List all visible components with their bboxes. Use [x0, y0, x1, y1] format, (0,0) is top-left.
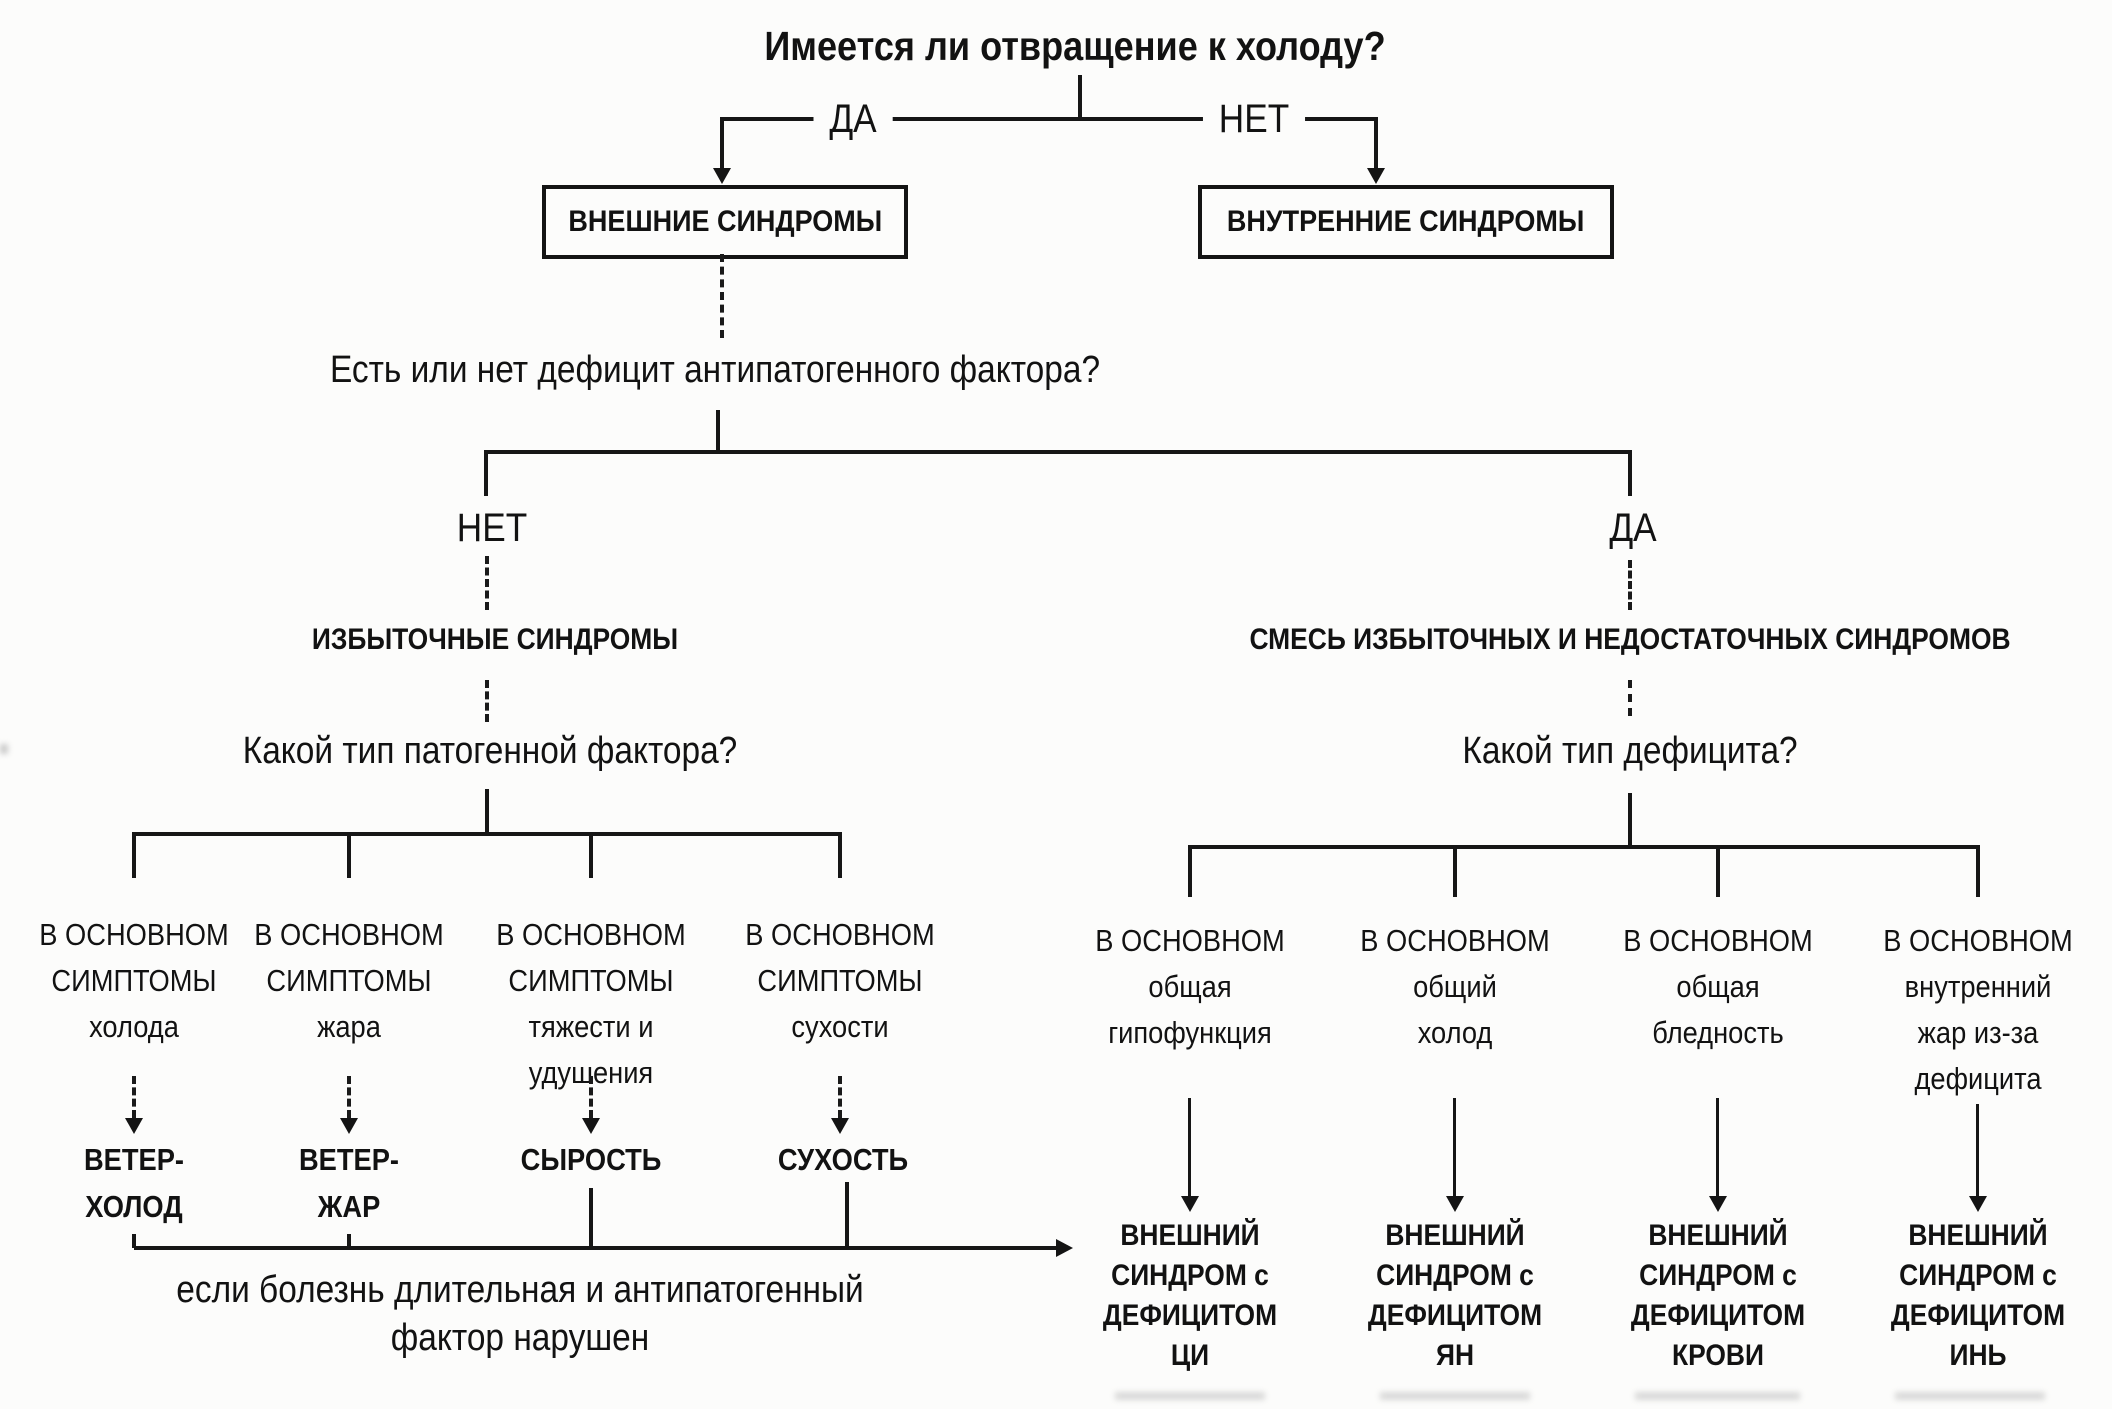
left-col1-label: В ОСНОВНОМ СИМПТОМЫ холода	[39, 917, 229, 1044]
connector-left-col2-drop	[347, 832, 351, 878]
result-blood-deficiency: ВНЕШНИЙ СИНДРОМ с ДЕФИЦИТОМ КРОВИ	[1630, 1219, 1806, 1372]
right-col2-arrowhead-icon	[1446, 1196, 1464, 1212]
left-col1-arrow-shaft	[132, 1076, 136, 1118]
node-internal-syndromes	[1198, 185, 1614, 259]
scan-artifact	[0, 744, 8, 754]
right-col2-arrow-shaft	[1453, 1098, 1456, 1198]
right-col1-arrowhead-icon	[1181, 1196, 1199, 1212]
left-col3-label: В ОСНОВНОМ СИМПТОМЫ тяжести и удушения	[496, 917, 686, 1090]
scan-artifact	[1380, 1392, 1530, 1400]
collector-arrowhead-icon	[1056, 1239, 1073, 1257]
result-yang-deficiency: ВНЕШНИЙ СИНДРОМ с ДЕФИЦИТОМ ЯН	[1367, 1219, 1543, 1372]
connector-right-col3-drop	[1716, 845, 1720, 897]
left-col1-arrowhead-icon	[125, 1118, 143, 1134]
connector-level2-horizontal	[485, 450, 1632, 454]
right-col4-label: В ОСНОВНОМ внутренний жар из-за дефицита	[1883, 923, 2073, 1096]
mixed-syndromes-label: СМЕСЬ ИЗБЫТОЧНЫХ И НЕДОСТАТОЧНЫХ СИНДРОМОВ	[1249, 623, 2011, 656]
right-col3-arrow-shaft	[1716, 1098, 1719, 1198]
connector-right-col1-drop	[1188, 845, 1192, 897]
result-yin-deficiency: ВНЕШНИЙ СИНДРОМ с ДЕФИЦИТОМ ИНЬ	[1890, 1219, 2066, 1372]
arrowhead-yes-icon	[713, 168, 731, 184]
connector-right-fan-horizontal	[1190, 845, 1980, 849]
connector-no-drop	[1374, 117, 1378, 169]
connector-left-fan-horizontal	[134, 832, 842, 836]
left-col2-label: В ОСНОВНОМ СИМПТОМЫ жара	[254, 917, 444, 1044]
connector-left-col1-drop	[132, 832, 136, 878]
collector-horizontal	[134, 1246, 1058, 1250]
left-col4-arrowhead-icon	[831, 1118, 849, 1134]
connector-title-stub	[1078, 75, 1082, 119]
connector-right-fan-stub	[1628, 793, 1632, 847]
branch-label-yes-deficit: ДА	[1609, 506, 1657, 550]
connector-external-to-question	[720, 254, 724, 338]
right-col3-label: В ОСНОВНОМ общая бледность	[1623, 923, 1813, 1050]
connector-question-stub	[716, 410, 720, 452]
chronic-note: если болезнь длительная и антипатогенный фактор нарушен	[176, 1269, 864, 1359]
scan-artifact	[1635, 1392, 1800, 1400]
branch-label-no-deficit: НЕТ	[456, 506, 528, 550]
arrowhead-no-icon	[1367, 168, 1385, 184]
branch-label-no: НЕТ	[1203, 95, 1305, 143]
connector-excess-to-question	[485, 680, 489, 722]
left-col3-arrowhead-icon	[582, 1118, 600, 1134]
connector-mixed-to-question	[1628, 680, 1632, 716]
left-col2-arrowhead-icon	[340, 1118, 358, 1134]
connector-left-fan-stub	[485, 789, 489, 834]
branch-label-yes: ДА	[813, 95, 892, 143]
node-external-syndromes-label: ВНЕШНИЕ СИНДРОМЫ	[568, 205, 882, 238]
result-qi-deficiency: ВНЕШНИЙ СИНДРОМ с ДЕФИЦИТОМ ЦИ	[1102, 1219, 1278, 1372]
node-external-syndromes	[542, 185, 908, 259]
right-col3-arrowhead-icon	[1709, 1196, 1727, 1212]
collector-stub-col3	[589, 1188, 593, 1248]
pathogen-type-question: Какой тип патогенной фактора?	[242, 730, 738, 772]
connector-left-col4-drop	[838, 832, 842, 878]
node-internal-syndromes-label: ВНУТРЕННИЕ СИНДРОМЫ	[1227, 205, 1585, 238]
root-question: Имеется ли отвращение к холоду?	[764, 23, 1386, 69]
result-dampness: СЫРОСТЬ	[520, 1142, 662, 1177]
right-col1-arrow-shaft	[1188, 1098, 1191, 1198]
connector-yes-to-mixed	[1628, 560, 1632, 610]
right-col2-label: В ОСНОВНОМ общий холод	[1360, 923, 1550, 1050]
scan-artifact	[1115, 1392, 1265, 1400]
connector-right-col4-drop	[1976, 845, 1980, 897]
connector-left-col3-drop	[589, 832, 593, 878]
excess-syndromes-label: ИЗБЫТОЧНЫЕ СИНДРОМЫ	[311, 623, 679, 656]
left-col4-label: В ОСНОВНОМ СИМПТОМЫ сухости	[745, 917, 935, 1044]
result-wind-cold: ВЕТЕР- ХОЛОД	[83, 1142, 185, 1224]
right-col1-label: В ОСНОВНОМ общая гипофункция	[1095, 923, 1285, 1050]
deficit-question: Есть или нет дефицит антипатогенного фактора?	[329, 349, 1101, 391]
left-col3-arrow-shaft	[589, 1076, 593, 1118]
collector-stub-col4	[845, 1182, 849, 1248]
deficit-type-question: Какой тип дефицита?	[1462, 730, 1798, 772]
connector-level2-left-drop	[484, 450, 488, 496]
right-col4-arrowhead-icon	[1969, 1196, 1987, 1212]
right-col4-arrow-shaft	[1976, 1104, 1979, 1198]
connector-no-to-excess	[485, 556, 489, 610]
connector-level2-right-drop	[1628, 450, 1632, 496]
connector-right-col2-drop	[1453, 845, 1457, 897]
scan-artifact	[1895, 1392, 2045, 1400]
result-dryness: СУХОСТЬ	[777, 1142, 909, 1177]
left-col2-arrow-shaft	[347, 1076, 351, 1118]
result-wind-heat: ВЕТЕР- ЖАР	[298, 1142, 400, 1224]
connector-yes-drop	[720, 117, 724, 169]
left-col4-arrow-shaft	[838, 1076, 842, 1118]
